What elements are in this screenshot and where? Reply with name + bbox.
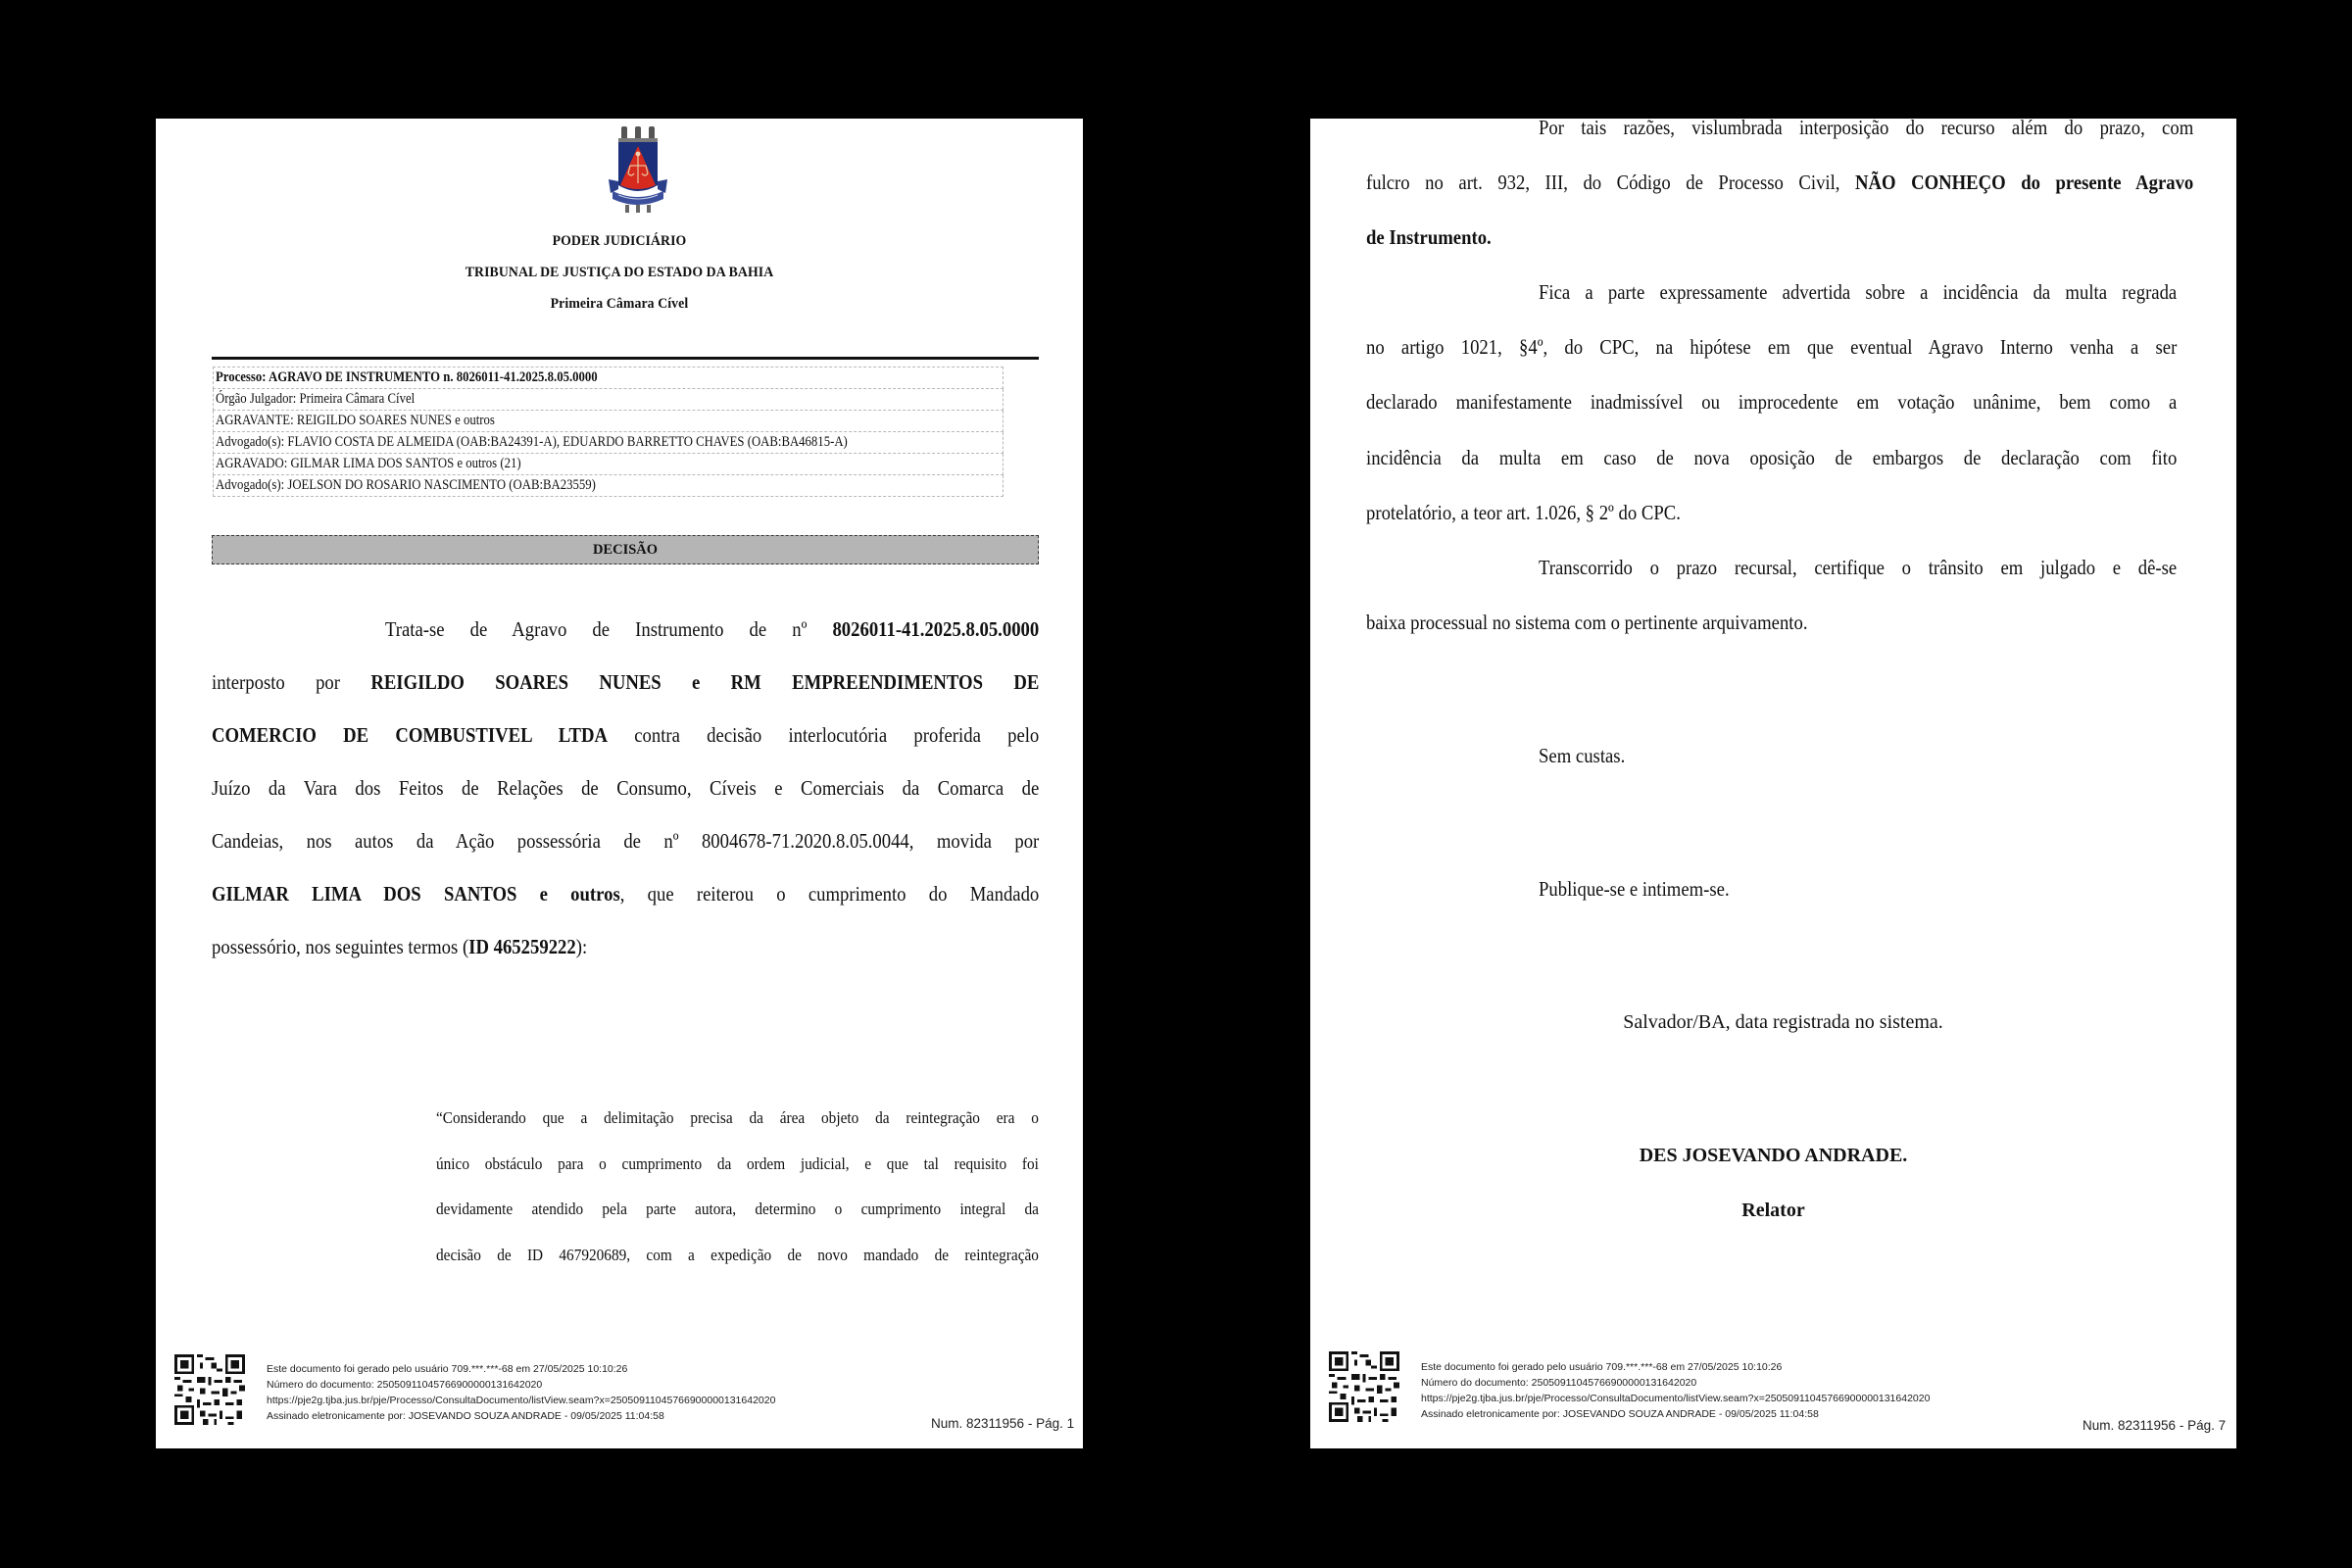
footer-doc-number: Número do documento: 25050911045766900000131642020	[1421, 1377, 1697, 1389]
coat-of-arms-icon	[605, 124, 671, 215]
body-line-3: COMERCIO DE COMBUSTIVEL LTDA contra decisão interlocutória proferida pelo	[212, 723, 1040, 747]
p2-para2-line-4: incidência da multa em caso de nova oposição de embargos de declaração com fito	[1366, 446, 2178, 469]
footer-signed: Assinado eletronicamente por: JOSEVANDO SOUZA ANDRADE - 09/05/2025 11:04:58	[1421, 1408, 1819, 1420]
footer-doc-number: Número do documento: 25050911045766900000131642020	[267, 1379, 543, 1391]
footer-url-link[interactable]: https://pje2g.tjba.jus.br/pje/Processo/ConsultaDocumento/listView.seam?x=25050911045766900000131642020	[1421, 1393, 1931, 1404]
body-line-1: Trata-se de Agravo de Instrumento de nº 8026011-41.2025.8.05.0000	[385, 617, 1040, 641]
footer-url-link[interactable]: https://pje2g.tjba.jus.br/pje/Processo/ConsultaDocumento/listView.seam?x=25050911045766900000131642020	[267, 1395, 776, 1406]
signer-role: Relator	[1741, 1200, 1805, 1221]
document-page-2	[1310, 119, 2236, 1448]
process-row: Processo: AGRAVO DE INSTRUMENTO n. 8026011-41.2025.8.05.0000	[213, 367, 1004, 389]
qr-code-icon	[174, 1353, 245, 1426]
p2-para3-line-2: baixa processual no sistema com o pertinente arquivamento.	[1366, 611, 1808, 634]
process-info-box	[213, 367, 1004, 497]
p2-para1-line-3: de Instrumento.	[1366, 225, 1492, 249]
p2-para1-line-2: fulcro no art. 932, III, do Código de Processo Civil, NÃO CONHEÇO do presente Agravo	[1366, 171, 2194, 194]
qr-code-icon	[1329, 1350, 1399, 1423]
p2-para3-line-1: Transcorrido o prazo recursal, certifique o trânsito em julgado e dê-se	[1539, 556, 2178, 579]
footer-generated: Este documento foi gerado pelo usuário 709.***.***-68 em 27/05/2025 10:10:26	[267, 1363, 628, 1375]
appellee-lawyers-row: Advogado(s): JOELSON DO ROSARIO NASCIMENTO (OAB:BA23559)	[213, 475, 1004, 497]
p2-para2-line-2: no artigo 1021, §4º, do CPC, na hipótese em que eventual Agravo Interno venha a ser	[1366, 335, 2178, 359]
appellant-lawyers-row: Advogado(s): FLAVIO COSTA DE ALMEIDA (OAB:BA24391-A), EDUARDO BARRETTO CHAVES (OAB:BA46815-A)	[213, 432, 1004, 454]
appellee-row: AGRAVADO: GILMAR LIMA DOS SANTOS e outros (21)	[213, 454, 1004, 475]
page-number: Num. 82311956 - Pág. 1	[931, 1416, 1075, 1431]
body-line-5: Candeias, nos autos da Ação possessória de nº 8004678-71.2020.8.05.0044, movida por	[212, 829, 1040, 853]
body-line-7: possessório, nos seguintes termos (ID 465259222):	[212, 935, 588, 958]
signer-name: DES JOSEVANDO ANDRADE.	[1639, 1145, 1908, 1166]
page-number: Num. 82311956 - Pág. 7	[2082, 1418, 2227, 1433]
appellant-row: AGRAVANTE: REIGILDO SOARES NUNES e outros	[213, 411, 1004, 432]
footer-generated: Este documento foi gerado pelo usuário 709.***.***-68 em 27/05/2025 10:10:26	[1421, 1361, 1783, 1373]
organ-row: Órgão Julgador: Primeira Câmara Cível	[213, 389, 1004, 411]
body-line-4: Juízo da Vara dos Feitos de Relações de Consumo, Cíveis e Comerciais da Comarca de	[212, 776, 1040, 800]
decision-title-bar: DECISÃO	[212, 535, 1039, 564]
no-costs-text: Sem custas.	[1539, 744, 1626, 767]
quote-line-4: decisão de ID 467920689, com a expedição de novo mandado de reintegração	[436, 1246, 1039, 1264]
footer-signed: Assinado eletronicamente por: JOSEVANDO SOUZA ANDRADE - 09/05/2025 11:04:58	[267, 1410, 664, 1422]
header-line-court: TRIBUNAL DE JUSTIÇA DO ESTADO DA BAHIA	[465, 265, 774, 280]
body-line-2: interposto por REIGILDO SOARES NUNES e RM EMPREENDIMENTOS DE	[212, 670, 1040, 694]
p2-para2-line-1: Fica a parte expressamente advertida sobre a incidência da multa regrada	[1539, 280, 2178, 304]
p2-para2-line-3: declarado manifestamente inadmissível ou improcedente em votação unânime, bem como a	[1366, 390, 2178, 414]
publish-text: Publique-se e intimem-se.	[1539, 877, 1730, 901]
document-page-1	[156, 119, 1083, 1448]
header-divider	[212, 357, 1039, 360]
body-line-6: GILMAR LIMA DOS SANTOS e outros, que reiterou o cumprimento do Mandado	[212, 882, 1040, 906]
p2-para1-line-1: Por tais razões, vislumbrada interposição do recurso além do prazo, com	[1539, 119, 2194, 139]
place-date-text: Salvador/BA, data registrada no sistema.	[1623, 1011, 1943, 1033]
quote-line-1: “Considerando que a delimitação precisa da área objeto da reintegração era o	[436, 1108, 1039, 1127]
header-line-chamber: Primeira Câmara Cível	[550, 296, 689, 312]
header-line-judiciary: PODER JUDICIÁRIO	[552, 233, 687, 249]
quote-line-3: devidamente atendido pela parte autora, determino o cumprimento integral da	[436, 1200, 1039, 1218]
p2-para2-line-5: protelatório, a teor art. 1.026, § 2º do CPC.	[1366, 501, 1681, 524]
quote-line-2: único obstáculo para o cumprimento da ordem judicial, e que tal requisito foi	[436, 1154, 1039, 1173]
